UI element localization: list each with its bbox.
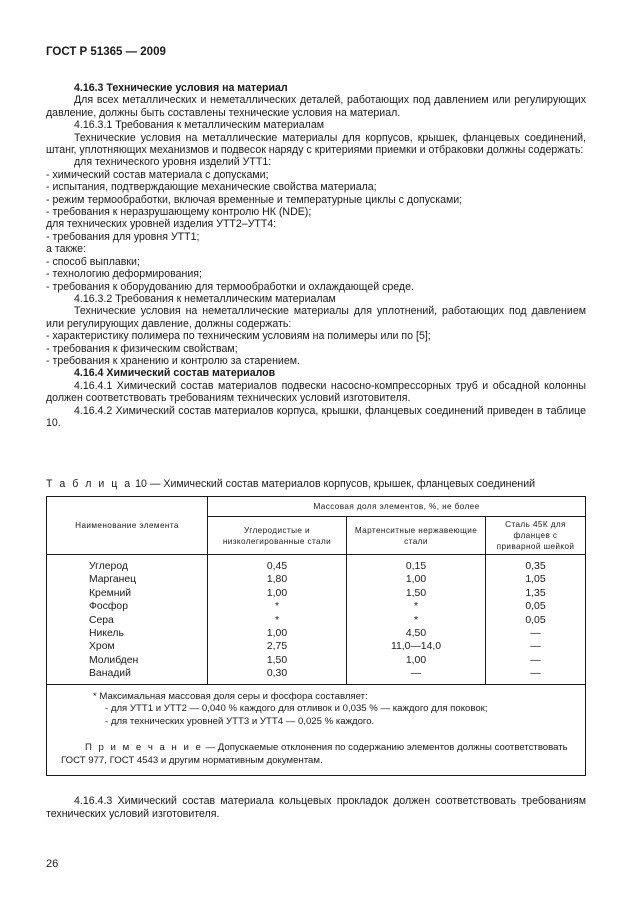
section-4-16-4-1-text: 4.16.4.1 Химический состав материалов подвески насосно-компрессорных труб и обсадной колонны должен соответствовать требованиям технических условий изготовителя. [46, 379, 586, 405]
value-cell: 0,15 [405, 561, 427, 572]
column-group-header: Массовая доля элементов, %, не более [208, 497, 586, 517]
value-cell: 0,05 [525, 601, 546, 613]
section-4-16-4-3-text: 4.16.4.3 Химический состав материала кольцевых прокладок должен соответствовать требованиям технических условий изготовителя. [46, 795, 586, 820]
value-cell: 1,00 [405, 654, 427, 666]
element-name-cell: Ванадий [89, 668, 131, 680]
values-column-1 [208, 555, 347, 685]
element-name-cell: Фосфор [89, 601, 128, 613]
list-line: - требования к неразрушающему контролю НК (NDE); [46, 206, 312, 219]
value-cell: 0,35 [525, 561, 546, 572]
value-cell: 1,00 [266, 627, 288, 639]
table-note-continuation: ГОСТ 977, ГОСТ 4543 и другим нормативным документам. [61, 754, 323, 766]
list-line: - химический состав материала с допусками; [46, 168, 269, 181]
table-caption-text: 10 — Химический состав материалов корпусов, крышек, фланцевых соединений [135, 478, 536, 490]
page-number: 26 [46, 858, 59, 870]
values-column-3 [486, 555, 586, 685]
list-line: - испытания, подтверждающие механические свойства материала; [46, 181, 377, 194]
section-4-16-4-title: 4.16.4 Химический состав материалов [74, 367, 276, 380]
element-name-cell: Хром [89, 641, 115, 653]
list-line: - технологию деформирования; [46, 268, 202, 281]
note-label: П р и м е ч а н и е [85, 742, 203, 754]
footnote-item: - для УТТ1 и УТТ2 — 0,040 % каждого для отливок и 0,035 % — каждого для поковок; [105, 703, 488, 715]
value-cell: 1,80 [266, 574, 288, 586]
list-line: - режим термообработки, включая временные и температурные циклы с допусками; [46, 193, 463, 206]
element-name-cell: Марганец [89, 574, 137, 586]
element-names-column [47, 555, 208, 685]
section-4-16-3-title: 4.16.3 Технические условия на материал [74, 82, 288, 94]
value-cell: — [530, 627, 541, 639]
element-name-cell: Кремний [89, 587, 132, 599]
column-header-martensitic-steel: Мартенситные нержавеющие стали [347, 517, 486, 555]
list-line: а также: [46, 243, 87, 256]
list-line: для технических уровней изделия УТТ2–УТТ4: [46, 218, 277, 231]
value-cell: 1,05 [525, 574, 546, 586]
document-id: ГОСТ Р 51365 — 2009 [46, 46, 166, 58]
value-cell: — [530, 654, 541, 666]
value-cell: 1,50 [405, 587, 427, 599]
list-line: - характеристику полимера по техническим условиям на полимеры или по [5]; [46, 330, 431, 343]
value-cell: 0,45 [266, 561, 288, 572]
table-notes [47, 684, 586, 776]
section-4-16-3-1-text: Технические условия на металлические материалы для корпусов, крышек, фланцевых соединений, штанг, уплотняющих механизмов и подвесок наряду с критериями приемки и отбраковки должны содержать: [46, 131, 586, 157]
table-caption-word: Т а б л и ц а [46, 478, 133, 490]
value-cell: * [274, 614, 280, 626]
list-line: - требования к хранению и контролю за старением. [46, 354, 300, 367]
note-text: — Допускаемые отклонения по содержанию элементов должны соответствовать [202, 742, 568, 754]
value-cell: 1,50 [266, 654, 288, 666]
list-line: для технического уровня изделий УТТ1: [74, 156, 272, 169]
list-line: - требования к физическим свойствам; [46, 342, 238, 355]
column-header-steel-45k: Сталь 45К для фланцев с приварной шейкой [486, 517, 586, 555]
element-name-cell: Углерод [89, 561, 128, 572]
value-cell: * [413, 614, 419, 626]
value-cell: * [274, 601, 280, 613]
document-body [46, 82, 586, 429]
column-header-carbon-steel: Углеродистые и низколегированные стали [208, 517, 347, 555]
value-cell: 1,00 [266, 587, 288, 599]
table-note [61, 742, 571, 755]
section-4-16-3-text: Для всех металлических и неметаллических деталей, работающих под давлением или регулирующих давление, должны быть составлены технические условия на материал. [46, 94, 586, 119]
values-column-2 [347, 555, 486, 685]
section-4-16-3-2-title: 4.16.3.2 Требования к неметаллическим материалам [74, 292, 336, 305]
element-name-cell: Молибден [89, 654, 139, 666]
value-cell: 4,50 [405, 627, 427, 639]
value-cell: * [413, 601, 419, 613]
value-cell: — [410, 668, 422, 680]
list-line: - способ выплавки; [46, 255, 140, 268]
table-caption [46, 478, 535, 490]
footnote-item: - для технических уровней УТТ3 и УТТ4 — 0,025 % каждого. [105, 715, 375, 727]
column-header-element-name: Наименование элемента [47, 497, 208, 555]
value-cell: — [530, 641, 541, 653]
element-name-cell: Сера [89, 614, 114, 626]
section-4-16-3-1-title: 4.16.3.1 Требования к металлическим материалам [74, 119, 324, 132]
value-cell: 1,35 [525, 587, 546, 599]
chemical-composition-table [46, 496, 586, 776]
value-cell: — [530, 668, 541, 680]
list-line: - требования к оборудованию для термообработки и охлаждающей среде. [46, 280, 414, 293]
section-4-16-3-2-text: Технические условия на неметаллические материалы для уплотнений, работающих под давлением или регулирующих давление, должны содержать: [46, 305, 586, 330]
element-name-cell: Никель [89, 627, 124, 639]
value-cell: 0,30 [266, 668, 288, 680]
list-line: - требования для уровня УТТ1; [46, 230, 200, 243]
value-cell: 1,00 [405, 574, 427, 586]
footnote-star: * Максимальная массовая доля серы и фосфора составляет: [93, 690, 368, 702]
value-cell: 2,75 [266, 641, 288, 653]
value-cell: 11,0—14,0 [390, 641, 442, 653]
section-4-16-4-2-text: 4.16.4.2 Химический состав материалов корпуса, крышки, фланцевых соединений приведен в таблице 10. [46, 404, 586, 429]
value-cell: 0,05 [525, 614, 546, 626]
